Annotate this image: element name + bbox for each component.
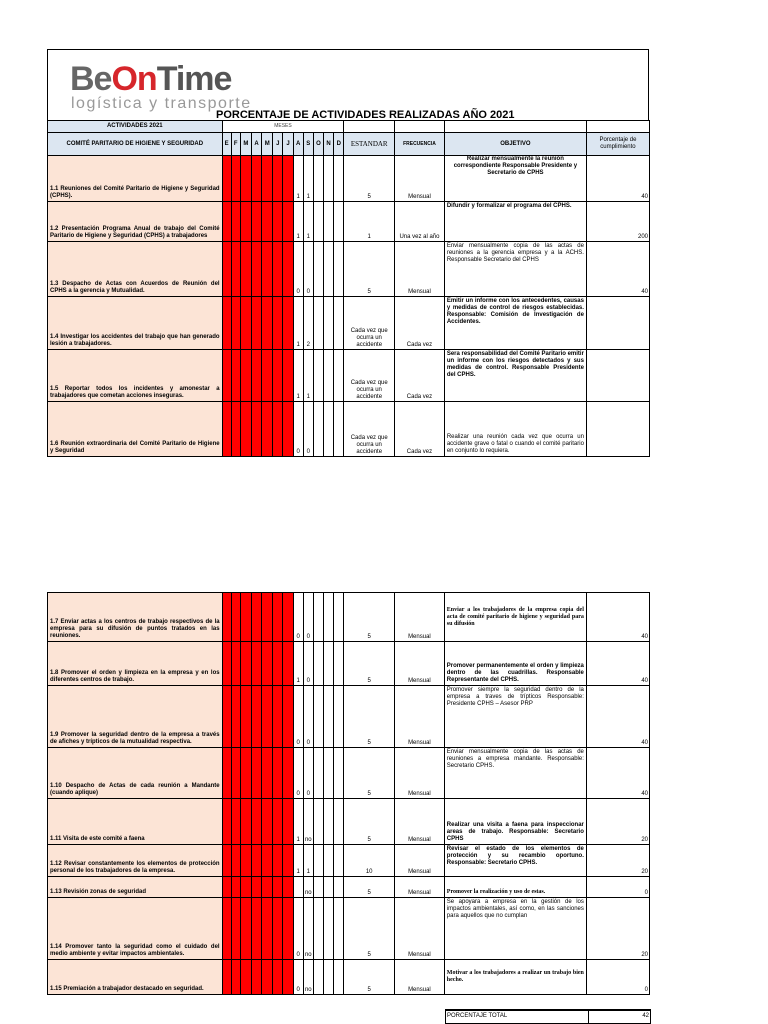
total-label: PORCENTAJE TOTAL — [446, 1010, 589, 1023]
activities-table-1: ACTIVIDADES 2021 MESES COMITÉ PARITARIO DE HIGIENE Y SEGURIDAD E F M A M J J A S O N D ESTANDAR FRECUENCIA OBJETIVO Porcentaje de cumplimiento 1.1 Reuniones del Comité Paritario de Higiene y Seguridad (CPHS). 1 1 5 Mensual Realizar mensualmente la reunión correspondiente Responsable Presidente y Secretario de CPHS 40 1.2 Presentación Programa Anual de trabajo del Comité Paritario de Higiene y Seguridad (CPHS) a trabajadores 1 1 1 Una vez al año Difundir y formalizar el programa del CPHS. 200 1.3 Despacho de Actas con Acuerdos de Reunión del CPHS a la gerencia y Mutualidad. 0 0 5 Mensual Enviar mensualmente copia de las actas de reuniones a la gerencia empresa y a la ACHS. Responsable Secretario del CPHS 40 1.4 Investigar los accidentes del trabajo que han generado lesión a trabajadores. 1 2 Cada vez que ocurra un accidente Cada vez Emitir un informe con los antecedentes, causas y medidas de control de riesgos establecidas. Responsable: Comisión de Investigación de Accidentes. 1.5 Reportar todos los incidentes y amonestar a trabajadores que cometan acciones inseguras. 1 1 Cada vez que ocurra un accidente Cada vez Sera responsabilidad del Comité Paritario emitir un informe con los riesgos detectados y sus medidas de control. Responsable Presidente del CPHS. 1.6 Reunión extraordinaria del Comité Paritario de Higiene y Seguridad 0 0 Cada vez que ocurra un accidente Cada vez Realizar una reunión cada vez que ocurra un accidente grave o fatal o cuando el comité paritario en conjunto lo requiera. — [47, 120, 650, 457]
table-row: 1.5 Reportar todos los incidentes y amonestar a trabajadores que cometan acciones inseguras. 1 1 Cada vez que ocurra un accidente Cada vez Sera responsabilidad del Comité Paritario emitir un informe con los riesgos detectados y sus medidas de control. Responsable Presidente del CPHS. — [48, 350, 650, 402]
table-row: 1.6 Reunión extraordinaria del Comité Paritario de Higiene y Seguridad 0 0 Cada vez que ocurra un accidente Cada vez Realizar una reunión cada vez que ocurra un accidente grave o fatal o cuando el comité paritario en conjunto lo requiera. — [48, 402, 650, 457]
total-value: 42 — [589, 1010, 651, 1023]
total-table — [445, 1009, 651, 1024]
report-title: PORCENTAJE DE ACTIVIDADES REALIZADAS AÑO 2021 — [216, 109, 515, 121]
table-row: 1.8 Promover el orden y limpieza en la empresa y en los diferentes centros de trabajo. 1 0 5 Mensual Promover permanentemente el orden y limpieza dentro de las cuadrillas. Responsable Representante del CPHS. 40 — [48, 642, 650, 686]
actividades-header: ACTIVIDADES 2021 — [48, 121, 223, 133]
table-row: 1.15 Premiación a trabajador destacado en seguridad. 0 no 5 Mensual Motivar a los trabajadores a realizar un trabajo bien hecho. 0 — [48, 960, 650, 995]
table-row: 1.2 Presentación Programa Anual de trabajo del Comité Paritario de Higiene y Seguridad (CPHS) a trabajadores 1 1 1 Una vez al año Difundir y formalizar el programa del CPHS. 200 — [48, 202, 650, 242]
comite-header: COMITÉ PARITARIO DE HIGIENE Y SEGURIDAD — [48, 133, 223, 156]
table-row: 1.7 Enviar actas a los centros de trabajo respectivos de la empresa para su difusión de puntos tratados en las reuniones. 0 0 5 Mensual Enviar a los trabajadores de la empresa copia del acta de comité paritario de higiene y seguridad para su difusión 40 — [48, 593, 650, 642]
table-row: 1.1 Reuniones del Comité Paritario de Higiene y Seguridad (CPHS). 1 1 5 Mensual Realizar mensualmente la reunión correspondiente Responsable Presidente y Secretario de CPHS 40 — [48, 156, 650, 202]
table-row: 1.13 Revisión zonas de seguridad no 5 Mensual Promover la realización y uso de estas. 0 — [48, 877, 650, 898]
objetivo-header: OBJETIVO — [444, 133, 586, 156]
table-row: 1.14 Promover tanto la seguridad como el cuidado del medio ambiente y evitar impactos ambientales. 0 no 5 Mensual Se apoyara a empresa en la gestión de los impactos ambientales, así como, en las sanciones para aquellos que no cumplan 20 — [48, 898, 650, 960]
company-logo: BeOnTime logística y transporte — [70, 60, 252, 112]
table-row: 1.3 Despacho de Actas con Acuerdos de Reunión del CPHS a la gerencia y Mutualidad. 0 0 5 Mensual Enviar mensualmente copia de las actas de reuniones a la gerencia empresa y a la ACHS. Responsable Secretario del CPHS 40 — [48, 242, 650, 297]
table-row: 1.9 Promover la seguridad dentro de la empresa a través de afiches y trípticos de la mutualidad respectiva. 0 0 5 Mensual Promover siempre la seguridad dentro de la empresa a traves de trípticos Responsable: Presidente CPHS – Asesor PRP 40 — [48, 686, 650, 748]
frecuencia-header: FRECUENCIA — [395, 133, 445, 156]
table-row: 1.12 Revisar constantemente los elementos de protección personal de los trabajadores de la empresa. 1 1 10 Mensual Revisar el estado de los elementos de protección y su recambio oportuno. Responsable: Secretario CPHS. 20 — [48, 845, 650, 877]
table-row: 1.11 Visita de este comité a faena 1 no 5 Mensual Realizar una visita a faena para inspeccionar areas de trabajo. Responsable: Secretario CPHS 20 — [48, 799, 650, 845]
estandar-header: ESTANDAR — [344, 133, 395, 156]
activities-table-2 — [47, 592, 650, 995]
porcentaje-header: Porcentaje de cumplimiento — [586, 133, 649, 156]
meses-header: MESES — [222, 121, 344, 133]
table-row: 1.10 Despacho de Actas de cada reunión a Mandante (cuando aplique) 0 0 5 Mensual Enviar mensualmente copia de las actas de reuniones a empresa mandante. Responsable: Secretario CPHS. 40 — [48, 748, 650, 799]
table-row: 1.4 Investigar los accidentes del trabajo que han generado lesión a trabajadores. 1 2 Cada vez que ocurra un accidente Cada vez Emitir un informe con los antecedentes, causas y medidas de control de riesgos establecidas. Responsable: Comisión de Investigación de Accidentes. — [48, 297, 650, 350]
